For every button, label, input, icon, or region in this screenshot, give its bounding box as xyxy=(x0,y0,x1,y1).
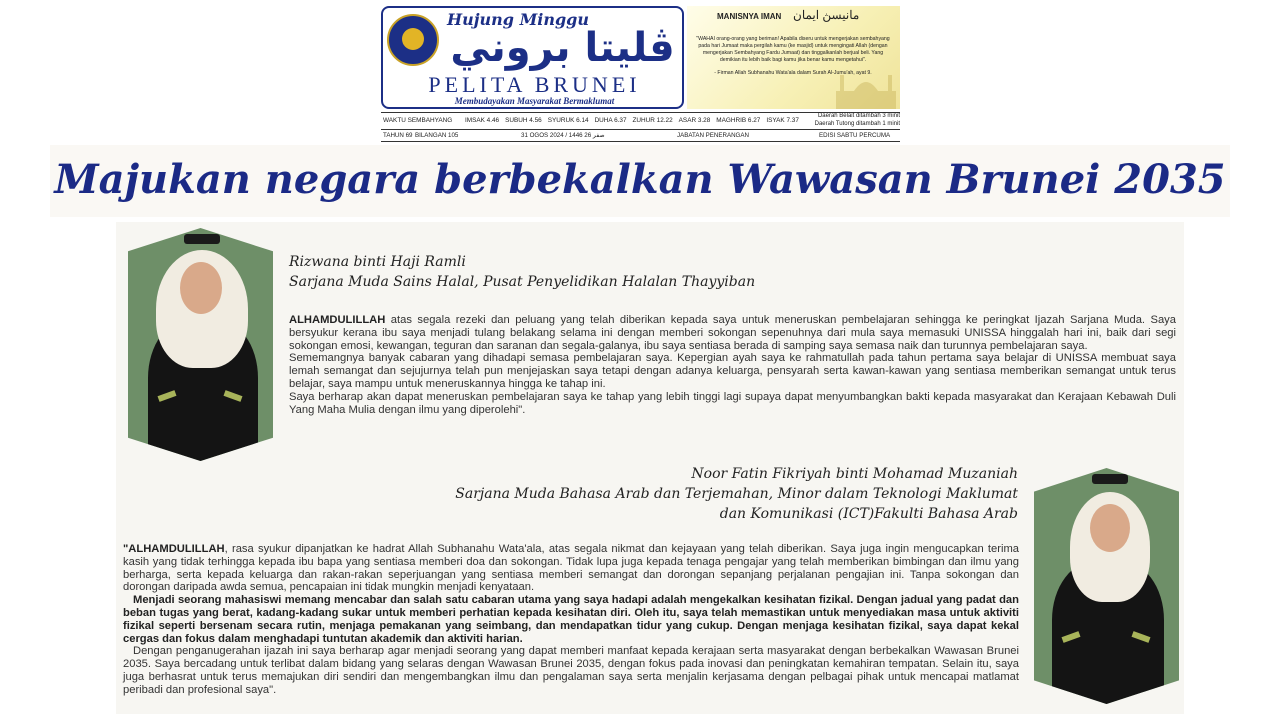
paragraph: Sememangnya banyak cabaran yang dihadapi semasa pembelajaran saya. Kepergian ayah saya ke rahmatullah pada tahun pertama saya belajar di UNISSA membuat saya lemah semangat dan sejujurnya telah pun menjejaskan saya tetapi dengan adanya keluarga, pensyarah serta kawan-kawan yang sentiasa memberikan semangat untuk terus belajar, saya mampu untuk meneruskannya hingga ke tahap ini. xyxy=(289,352,1176,390)
brunei-crest-icon xyxy=(387,14,439,66)
byline-2 xyxy=(455,464,1018,524)
prayer-time-zuhur: ZUHUR 12.22 xyxy=(632,117,673,124)
paragraph: Saya berharap akan dapat meneruskan pembelajaran saya ke tahap yang lebih tinggi lagi supaya dapat menyumbangkan bakti kepada masyarakat dan Kerajaan Kebawah Duli Yang Maha Mulia dengan ilmu yang diperolehi". xyxy=(289,390,1176,416)
prayer-time-syuruk: SYURUK 6.14 xyxy=(547,117,589,124)
prayer-times xyxy=(465,113,805,129)
iman-reference: - Firman Allah Subhanahu Wata'ala dalam Surah Al-Jumu'ah, ayat 9. xyxy=(714,70,872,76)
headline: Majukan negara berbekalkan Wawasan Brunei 2035 xyxy=(54,156,1226,203)
jawi-title: ڤليتا بروني xyxy=(450,25,675,71)
author-degree-2b: dan Komunikasi (ICT)Fakulti Bahasa Arab xyxy=(719,506,1018,522)
iman-heading-jawi: مانيسڽ ايمان xyxy=(793,8,860,22)
paragraph: Menjadi seorang mahasiswi memang mencabar dan salah satu cabaran utama yang saya hadapi adalah mengekalkan kesihatan fizikal. Dengan jadual yang padat dan beban tugas yang berat, kadang-kadang sukar untuk memberi perhatian kepada kesihatan diri. Oleh itu, saya telah memastikan untuk menyediakan masa untuk aktiviti fizikal seperti bersenam secara rutin, menjaga pemakanan yang seimbang, dan mendapatkan tidur yang cukup. Dengan menjaga kesihatan fizikal, saya dapat kekal cergas dan fokus dalam menghadapi tuntutan akademik dan aktiviti harian. xyxy=(123,594,1019,645)
prayer-time-maghrib: MAGHRIB 6.27 xyxy=(716,117,761,124)
issue-date: 31 OGOS 2024 / 1446 صفر 26 xyxy=(521,132,605,139)
paragraph: Dengan penganugerahan ijazah ini saya berharap agar menjadi seorang yang dapat memberi manfaat kepada kerajaan serta masyarakat dengan berbekalkan Wawasan Brunei 2035. Saya bercadang untuk terlibat dalam bidang yang selaras dengan Wawasan Brunei 2035, dengan fokus pada inovasi dan peningkatan kemahiran tempatan. Selain itu, saya juga berhasrat untuk terus memajukan diri sendiri dan mengembangkan ilmu dan pengalaman saya serta menjalin kerjasama dengan pelbagai pihak untuk mencapai matlamat peribadi dan profesional saya". xyxy=(123,645,1019,696)
issue-info-bar xyxy=(381,129,900,142)
daerah-tutong: Daerah Tutong ditambah 1 minit xyxy=(814,121,900,127)
weekly-label: Hujung Minggu xyxy=(447,10,589,29)
graduate-photo-2 xyxy=(1034,468,1179,704)
newspaper-name: PELITA BRUNEI xyxy=(428,72,641,97)
author-name-1: Rizwana binti Haji Ramli xyxy=(289,254,466,270)
daerah-note xyxy=(815,112,900,128)
issue-year: TAHUN 69 xyxy=(383,132,413,139)
paragraph: ALHAMDULILLAH atas segala rezeki dan peluang yang telah diberikan kepada saya untuk meneruskan pembelajaran sehingga ke peringkat Ijazah Sarjana Muda. Saya bersyukur kerana ibu saya menjadi tulang belakang selama ini dengan memberi sokongan sepenuhnya dari mula saya memasuki UNISSA hinggalah hari ini, baik dari segi sokongan emosi, kewangan, teguran dan saranan dan segala-galanya, ibu saya sentiasa berada di samping saya semasa naik dan turunnya pembelajaran saya. xyxy=(289,314,1176,352)
byline-1 xyxy=(289,252,755,292)
prayer-time-imsak: IMSAK 4.46 xyxy=(465,117,500,124)
prayer-time-asar: ASAR 3.28 xyxy=(678,117,711,124)
lead-word: ALHAMDULILLAH xyxy=(289,314,386,326)
iman-verse: "WAHAI orang-orang yang beriman! Apabila diseru untuk mengerjakan sembahyang pada hari Jumaat maka pergilah kamu (ke masjid) untuk mengingati Allah (dengan mengerjakan Sembahyang Fardu Jumaat) dan tinggalkanlah berjual beli. Yang demikian itu lebih baik bagi kamu jika benar kamu mengetahui". xyxy=(696,36,890,63)
edition: EDISI SABTU PERCUMA xyxy=(819,132,891,139)
article-text-1 xyxy=(289,314,1176,416)
manisnya-iman-box xyxy=(687,6,900,109)
newspaper-tagline: Membudayakan Masyarakat Bermaklumat xyxy=(454,96,615,106)
article-text-2 xyxy=(123,543,1019,697)
lead-word: "ALHAMDULILLAH xyxy=(123,543,225,555)
prayer-label: WAKTU SEMBAHYANG xyxy=(383,117,453,124)
issue-number: BILANGAN 105 xyxy=(415,132,459,139)
prayer-time-duha: DUHA 6.37 xyxy=(594,117,627,124)
paragraph: "ALHAMDULILLAH, rasa syukur dipanjatkan ke hadrat Allah Subhanahu Wata'ala, atas segala nikmat dan kejayaan yang telah diberikan. Saya juga ingin mengucapkan terima kasih yang tidak terhingga kepada ibu bapa yang sentiasa memberi doa dan sokongan. Tidak lupa juga kepada tenaga pengajar yang telah memberikan bimbingan dan ilmu yang berharga, serta kepada keluarga dan rakan-rakan seperjuangan yang sentiasa memberi semangat dan dorongan sepanjang perjalanan pengajian ini. Tanpa sokongan dan dorongan daripada awda semua, pencapaian ini tidak mungkin menjadi kenyataan. xyxy=(123,543,1019,594)
daerah-belait: Daerah Belait ditambah 3 minit xyxy=(817,113,900,119)
prayer-time-subuh: SUBUH 4.56 xyxy=(505,117,542,124)
prayer-time-isyak: ISYAK 7.37 xyxy=(766,117,799,124)
author-degree-2a: Sarjana Muda Bahasa Arab dan Terjemahan, Minor dalam Teknologi Maklumat xyxy=(455,486,1018,502)
iman-heading: MANISNYA IMAN xyxy=(717,12,782,21)
newspaper-logo xyxy=(381,6,684,109)
graduate-photo-1 xyxy=(128,228,273,461)
masthead xyxy=(381,6,900,140)
author-name-2: Noor Fatin Fikriyah binti Mohamad Muzaniah xyxy=(691,466,1018,482)
publisher: JABATAN PENERANGAN xyxy=(677,132,749,139)
author-degree-1: Sarjana Muda Sains Halal, Pusat Penyelidikan Halalan Thayyiban xyxy=(289,274,756,290)
